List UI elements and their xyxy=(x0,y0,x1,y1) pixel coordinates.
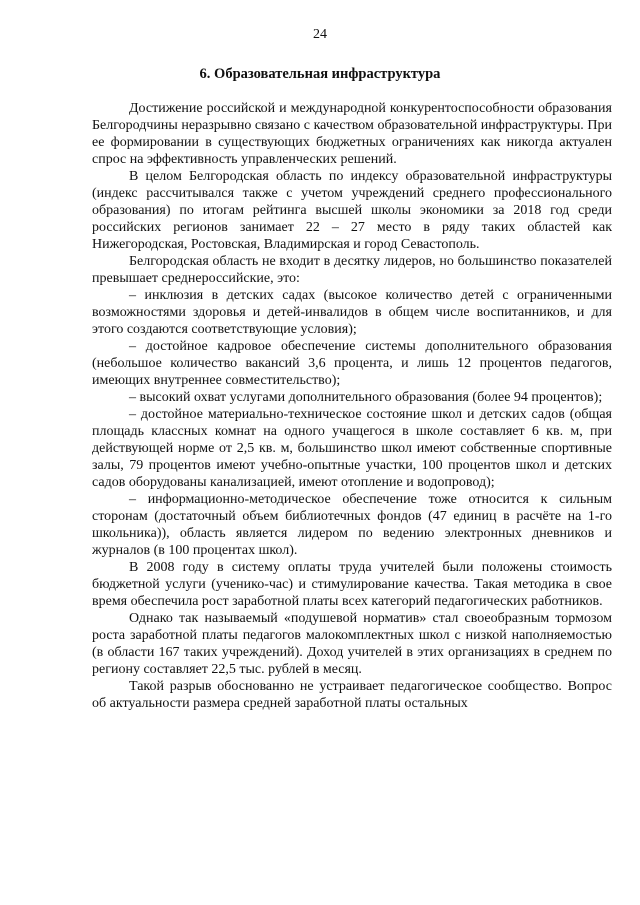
list-item: – достойное кадровое обеспечение системы дополнительного образования (небольшое количество вакансий 3,6 процента, и лишь 12 процентов педагогов, имеющих внутреннее совместительство); xyxy=(92,339,612,388)
paragraph: Такой разрыв обоснованно не устраивает педагогическое сообщество. Вопрос об актуальности размера средней заработной платы остальных xyxy=(92,679,612,711)
paragraph: В целом Белгородская область по индексу образовательной инфраструктуры (индекс рассчитывался также с учетом учреждений среднего профессионального образования) по итогам рейтинга высшей школы экономики за 2018 год среди российских регионов занимает 22 – 27 место в ряду таких областей как Нижегородская, Ростовская, Владимирская и город Севастополь. xyxy=(92,169,612,252)
paragraph: Достижение российской и международной конкурентоспособности образования Белгородчины неразрывно связано с качеством образовательной инфраструктуры. При ее формировании в существующих бюджетных ограничениях как никогда актуален спрос на эффективность управленческих решений. xyxy=(92,101,612,167)
paragraph: Однако так называемый «подушевой норматив» стал своеобразным тормозом роста заработной платы педагогов малокомплектных школ с низкой наполняемостью (в области 167 таких учреждений). Доход учителей в этих организациях в среднем по региону составляет 22,5 тыс. рублей в месяц. xyxy=(92,611,612,677)
list-item: – информационно-методическое обеспечение тоже относится к сильным сторонам (достаточный объем библиотечных фондов (47 единиц в расчёте на 1-го школьника)), область является лидером по ведению электронных дневников и журналов (в 100 процентах школ). xyxy=(92,492,612,558)
list-item: – высокий охват услугами дополнительного образования (более 94 процентов); xyxy=(129,390,603,405)
list-item: – инклюзия в детских садах (высокое количество детей с ограниченными возможностями здоровья и детей-инвалидов в общем числе воспитанников, и для этого создаются соответствующие условия); xyxy=(92,288,612,337)
page-number: 24 xyxy=(313,27,327,42)
paragraph: Белгородская область не входит в десятку лидеров, но большинство показателей превышает среднероссийские, это: xyxy=(92,254,612,286)
list-item: – достойное материально-техническое состояние школ и детских садов (общая площадь классных комнат на одного учащегося в школе составляет 6 кв. м, при действующей норме от 2,5 кв. м, большинство школ имеют собственные спортивные залы, 79 процентов имеют учебно-опытные участки, 100 процентов школ и детских садов оборудованы канализацией, имеют отопление и водопровод); xyxy=(92,407,612,490)
body-text xyxy=(92,100,612,712)
paragraph: В 2008 году в систему оплаты труда учителей были положены стоимость бюджетной услуги (ученико-час) и стимулирование качества. Такая методика в свое время обеспечила рост заработной платы всех категорий педагогических работников. xyxy=(92,560,612,609)
section-heading: 6. Образовательная инфраструктура xyxy=(199,66,441,82)
